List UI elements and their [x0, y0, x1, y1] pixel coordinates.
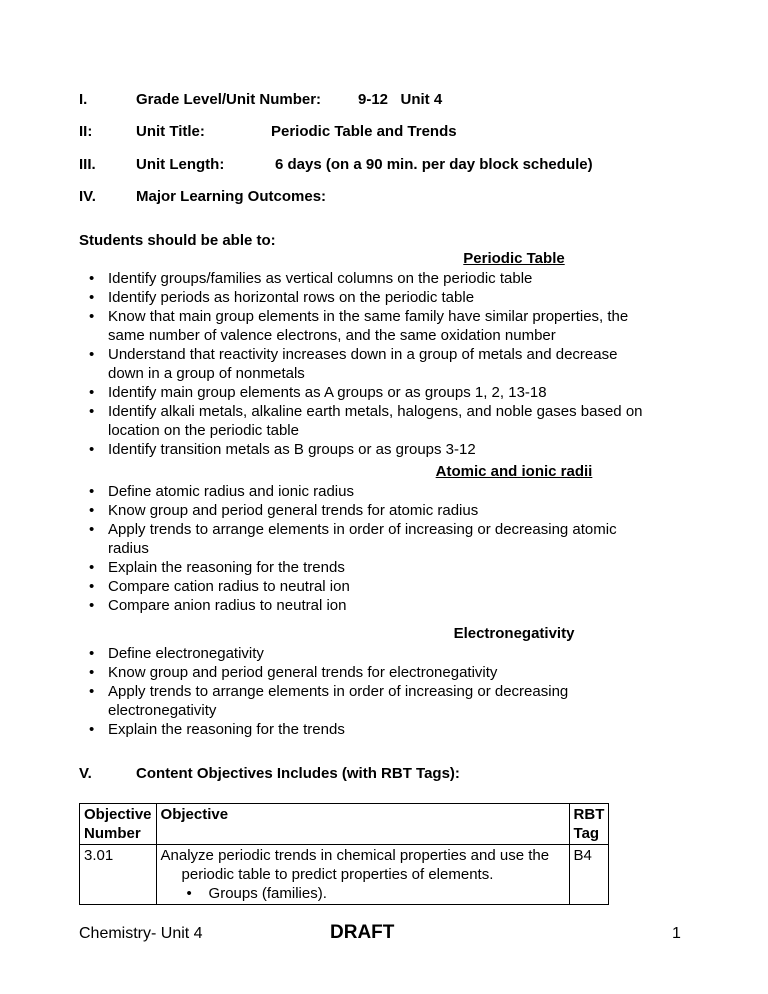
row-number-4: IV.	[79, 188, 96, 205]
footer-left: Chemistry- Unit 4	[79, 925, 203, 942]
bullet-glyph: •	[186, 885, 192, 902]
periodic-table-list	[108, 269, 643, 459]
unit-title-label: Unit Title:	[136, 123, 205, 140]
content-objectives-label: Content Objectives Includes (with RBT Tags):	[136, 765, 460, 782]
list-item: • Know group and period general trends for electronegativity	[108, 663, 568, 682]
list-item: • Identify alkali metals, alkaline earth metals, halogens, and noble gases based on	[108, 402, 643, 421]
intro-text: Students should be able to:	[79, 232, 276, 249]
list-item: • Define atomic radius and ionic radius	[108, 482, 617, 501]
electronegativity-list	[108, 644, 568, 739]
footer-draft: DRAFT	[330, 922, 395, 943]
list-item-continued: location on the periodic table	[108, 422, 299, 439]
header-text: Objective	[84, 806, 152, 823]
list-item: • Define electronegativity	[108, 644, 568, 663]
list-item: • Identify main group elements as A groups or as groups 1, 2, 13-18	[108, 383, 643, 402]
list-item: • Compare cation radius to neutral ion	[108, 577, 617, 596]
objectives-table	[79, 803, 609, 905]
list-item: • Know group and period general trends for atomic radius	[108, 501, 617, 520]
list-item: • Explain the reasoning for the trends	[108, 720, 568, 739]
header-objective: Objective	[156, 804, 569, 845]
objective-line: periodic table to predict properties of elements.	[181, 866, 494, 883]
unit-length-value: 6 days (on a 90 min. per day block schedule)	[275, 156, 593, 173]
row-number-1: I.	[79, 91, 88, 108]
header-objective-number	[80, 804, 157, 845]
row-number-2: II:	[79, 123, 93, 140]
row-number-3: III.	[79, 156, 96, 173]
table-row	[80, 845, 609, 905]
table-header-row	[80, 804, 609, 845]
list-item: • Explain the reasoning for the trends	[108, 558, 617, 577]
objective-bullet	[161, 884, 565, 903]
page-number: 1	[672, 925, 681, 942]
unit-length-label: Unit Length:	[136, 156, 225, 173]
list-item: • Identify periods as horizontal rows on the periodic table	[108, 288, 643, 307]
objective-line: Analyze periodic trends in chemical properties and use the	[160, 847, 550, 864]
section-heading-electronegativity: Electronegativity	[453, 625, 575, 642]
list-item-continued: same number of valence electrons, and the same oxidation number	[108, 327, 556, 344]
unit-title-value: Periodic Table and Trends	[271, 123, 457, 140]
list-item: • Apply trends to arrange elements in order of increasing or decreasing atomic	[108, 520, 617, 539]
objective-bullet-text: Groups (families).	[208, 885, 327, 902]
section-heading-atomic-radii: Atomic and ionic radii	[435, 463, 593, 480]
list-item: • Compare anion radius to neutral ion	[108, 596, 617, 615]
header-text: Number	[84, 825, 141, 842]
list-item-continued: down in a group of nonmetals	[108, 365, 305, 382]
grade-level-value: 9-12 Unit 4	[358, 91, 443, 108]
section-heading-periodic-table: Periodic Table	[463, 250, 565, 267]
list-item-continued: radius	[108, 540, 149, 557]
objective-cell	[156, 845, 569, 905]
grade-level-label: Grade Level/Unit Number:	[136, 91, 322, 108]
header-text: Tag	[573, 825, 600, 842]
header-text: RBT	[573, 806, 605, 823]
list-item: • Know that main group elements in the same family have similar properties, the	[108, 307, 643, 326]
objective-number-cell: 3.01	[80, 845, 157, 905]
list-item-continued: electronegativity	[108, 702, 217, 719]
row-number-5: V.	[79, 765, 92, 782]
header-rbt-tag	[569, 804, 609, 845]
list-item: • Identify transition metals as B groups or as groups 3-12	[108, 440, 643, 459]
atomic-radii-list	[108, 482, 617, 615]
list-item: • Identify groups/families as vertical columns on the periodic table	[108, 269, 643, 288]
list-item: • Apply trends to arrange elements in order of increasing or decreasing	[108, 682, 568, 701]
learning-outcomes-label: Major Learning Outcomes:	[136, 188, 327, 205]
list-item: • Understand that reactivity increases down in a group of metals and decrease	[108, 345, 643, 364]
rbt-tag-cell: B4	[569, 845, 609, 905]
